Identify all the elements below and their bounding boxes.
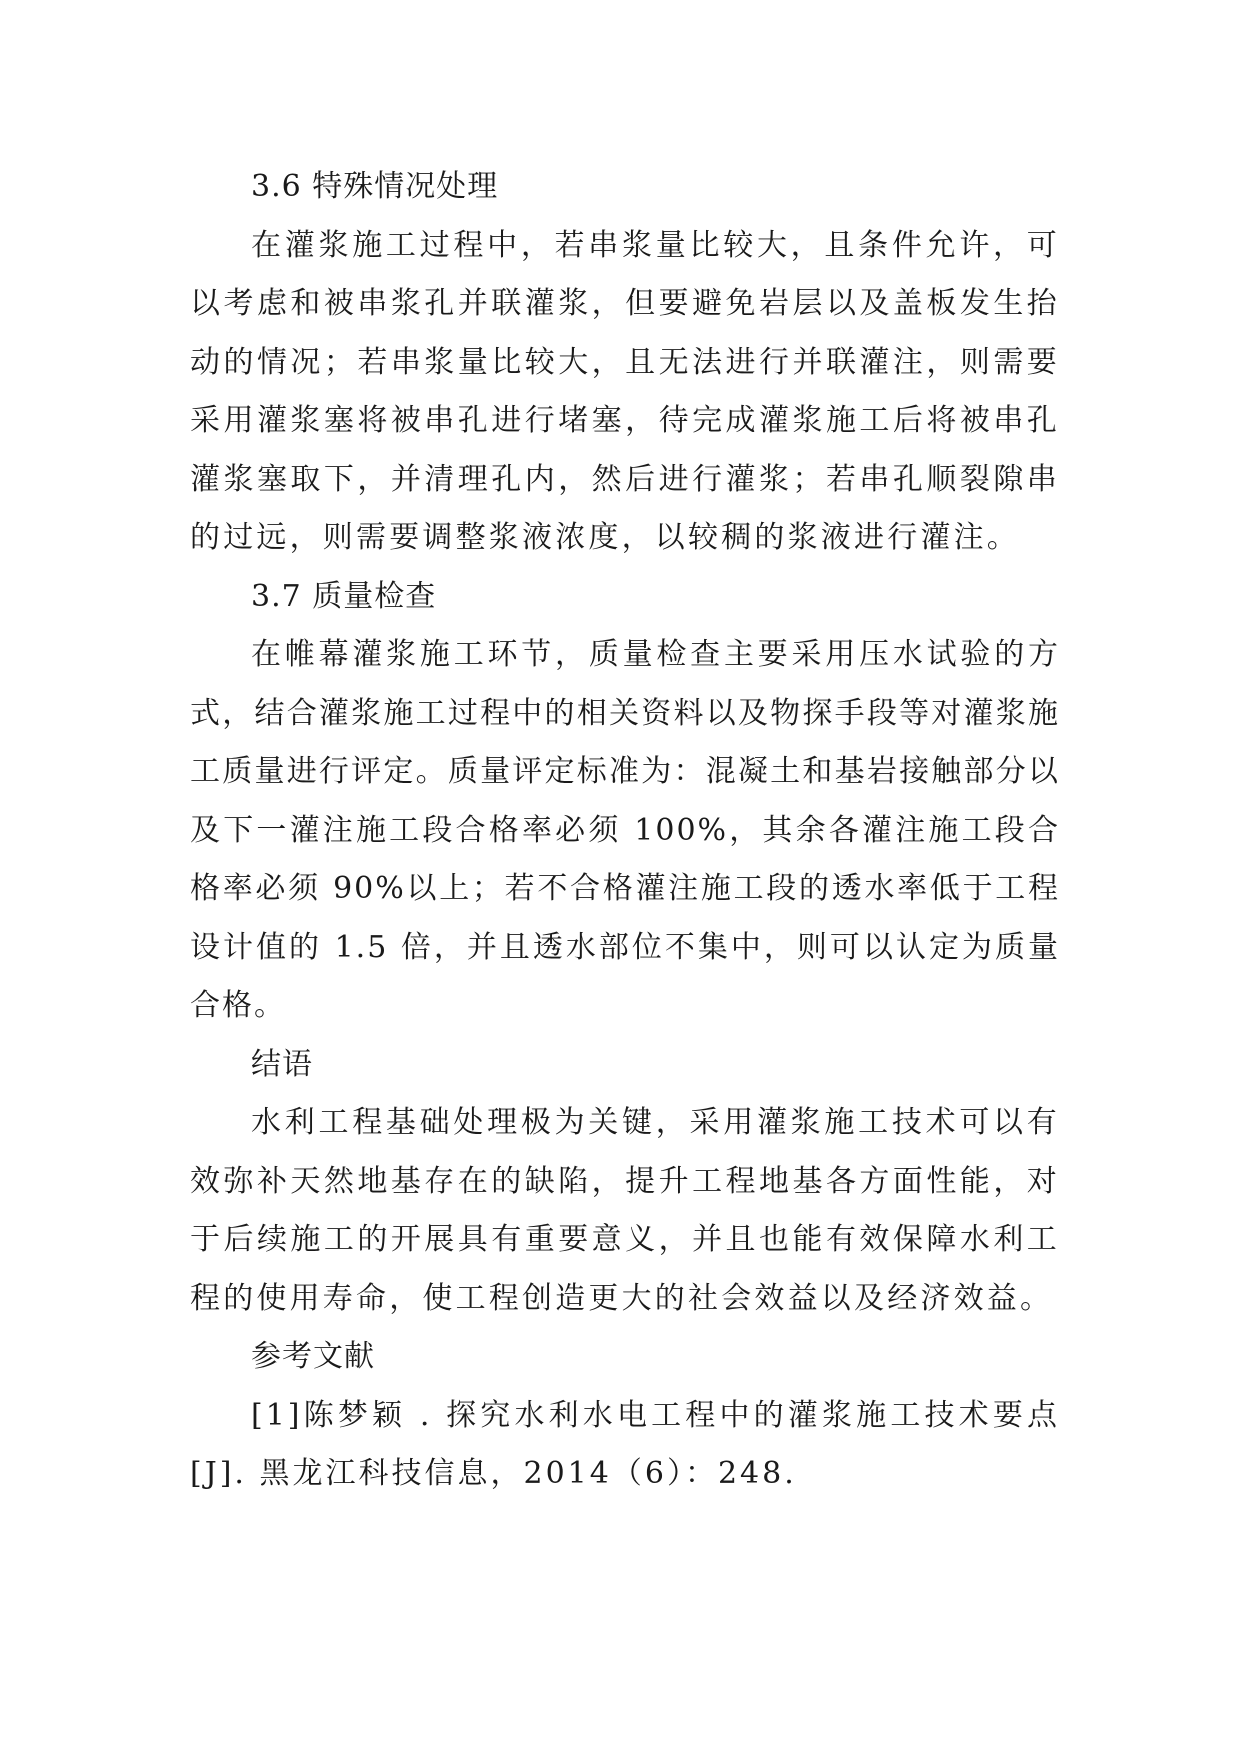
reference-item: [1]陈梦颖 . 探究水利水电工程中的灌浆施工技术要点 [J]. 黑龙江科技信息，2014（6）：248. (190, 1397, 1060, 1491)
paragraph-conclusion: 水利工程基础处理极为关键，采用灌浆施工技术可以有效弥补天然地基存在的缺陷，提升工程地基各方面性能，对于后续施工的开展具有重要意义，并且也能有效保障水利工程的使用寿命，使工程创造更大的社会效益以及经济效益。 (190, 1105, 1060, 1316)
section-heading-3-6: 3.6 特殊情况处理 (251, 169, 499, 204)
section-heading-references: 参考文献 (251, 1339, 375, 1374)
section-heading-conclusion: 结语 (251, 1046, 313, 1082)
document-page (190, 158, 1060, 1504)
paragraph-quality-check: 在帷幕灌浆施工环节，质量检查主要采用压水试验的方式，结合灌浆施工过程中的相关资料以及物探手段等对灌浆施工质量进行评定。质量评定标准为：混凝土和基岩接触部分以及下一灌注施工段合格率必须 100%，其余各灌注施工段合格率必须 90%以上；若不合格灌注施工段的透水率低于工程设计值的 1.5 倍，并且透水部位不集中，则可以认定为质量合格。 (190, 637, 1060, 1023)
section-heading-3-7: 3.7 质量检查 (251, 578, 437, 614)
paragraph-special-cases: 在灌浆施工过程中，若串浆量比较大，且条件允许，可以考虑和被串浆孔并联灌浆，但要避免岩层以及盖板发生抬动的情况；若串浆量比较大，且无法进行并联灌注，则需要采用灌浆塞将被串孔进行堵塞，待完成灌浆施工后将被串孔灌浆塞取下，并清理孔内，然后进行灌浆；若串孔顺裂隙串的过远，则需要调整浆液浓度，以较稠的浆液进行灌注。 (190, 227, 1060, 555)
